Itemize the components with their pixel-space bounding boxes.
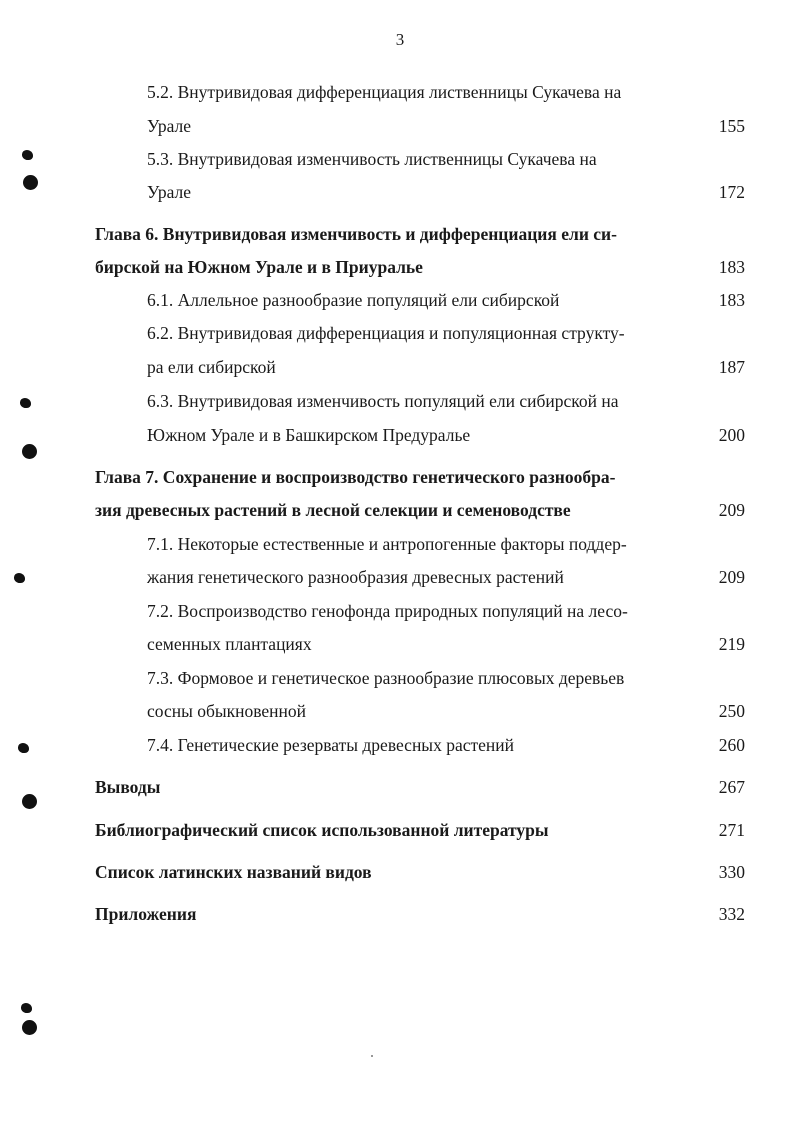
toc-6-1-line-1: 6.1. Аллельное разнообразие популяций ели сибирской: [147, 290, 560, 310]
toc-conclusions-page: 267: [718, 777, 745, 797]
toc-bibliography: Библиографический список использованной литературы: [95, 820, 549, 840]
scan-blot-mark: [14, 573, 25, 583]
toc-chapter-6-page: 183: [718, 257, 745, 277]
toc-latin-names: Список латинских названий видов: [95, 862, 372, 882]
toc-7-1-line-2: жания генетического разнообразия древесных растений: [147, 567, 564, 587]
toc-6-3-line-1: 6.3. Внутривидовая изменчивость популяций ели сибирской на: [147, 391, 619, 411]
toc-7-1-page: 209: [718, 567, 745, 587]
scan-blot-mark: [22, 150, 33, 160]
toc-latin-names-page: 330: [718, 862, 745, 882]
page-number: 3: [395, 30, 405, 49]
binder-hole-dot: [23, 175, 38, 190]
toc-6-3-line-2: Южном Урале и в Башкирском Предуралье: [147, 425, 471, 445]
toc-7-2-line-2: семенных плантациях: [147, 634, 312, 654]
toc-6-2-line-1: 6.2. Внутривидовая дифференциация и популяционная структу-: [147, 323, 625, 343]
toc-5-2-page: 155: [718, 116, 745, 136]
toc-6-3-page: 200: [718, 425, 745, 445]
toc-chapter-6-line-2: бирской на Южном Урале и в Приуралье: [95, 257, 423, 277]
binder-hole-dot: [22, 1020, 37, 1035]
toc-7-1-line-1: 7.1. Некоторые естественные и антропогенные факторы поддер-: [147, 534, 627, 554]
toc-7-3-line-2: сосны обыкновенной: [147, 701, 307, 721]
toc-appendices-page: 332: [718, 904, 745, 924]
toc-5-3-line-1: 5.3. Внутривидовая изменчивость лиственницы Сукачева на: [147, 149, 597, 169]
toc-chapter-7-line-1: Глава 7. Сохранение и воспроизводство генетического разнообра-: [95, 467, 616, 487]
toc-bibliography-page: 271: [718, 820, 745, 840]
scan-blot-mark: [21, 1003, 32, 1013]
toc-5-2-line-1: 5.2. Внутривидовая дифференциация лиственницы Сукачева на: [147, 82, 622, 102]
toc-7-2-line-1: 7.2. Воспроизводство генофонда природных популяций на лесо-: [147, 601, 628, 621]
toc-7-3-line-1: 7.3. Формовое и генетическое разнообразие плюсовых деревьев: [147, 668, 625, 688]
toc-5-2-line-2: Урале: [147, 116, 192, 136]
binder-hole-dot: [22, 794, 37, 809]
scan-blot-mark: [20, 398, 31, 408]
toc-chapter-6-line-1: Глава 6. Внутривидовая изменчивость и дифференциация ели си-: [95, 224, 617, 244]
toc-6-1-page: 183: [718, 290, 745, 310]
toc-7-4-line-1: 7.4. Генетические резерваты древесных растений: [147, 735, 514, 755]
toc-appendices: Приложения: [95, 904, 197, 924]
toc-chapter-7-line-2: зия древесных растений в лесной селекции и семеноводстве: [95, 500, 571, 520]
toc-7-2-page: 219: [718, 634, 745, 654]
toc-5-3-line-2: Урале: [147, 182, 192, 202]
toc-6-2-line-2: ра ели сибирской: [147, 357, 276, 377]
binder-hole-dot: [22, 444, 37, 459]
toc-5-3-page: 172: [718, 182, 745, 202]
toc-7-3-page: 250: [718, 701, 745, 721]
toc-7-4-page: 260: [718, 735, 745, 755]
toc-conclusions: Выводы: [95, 777, 161, 797]
scan-blot-mark: [18, 743, 29, 753]
scan-speck: [371, 1055, 373, 1057]
toc-chapter-7-page: 209: [718, 500, 745, 520]
toc-6-2-page: 187: [718, 357, 745, 377]
